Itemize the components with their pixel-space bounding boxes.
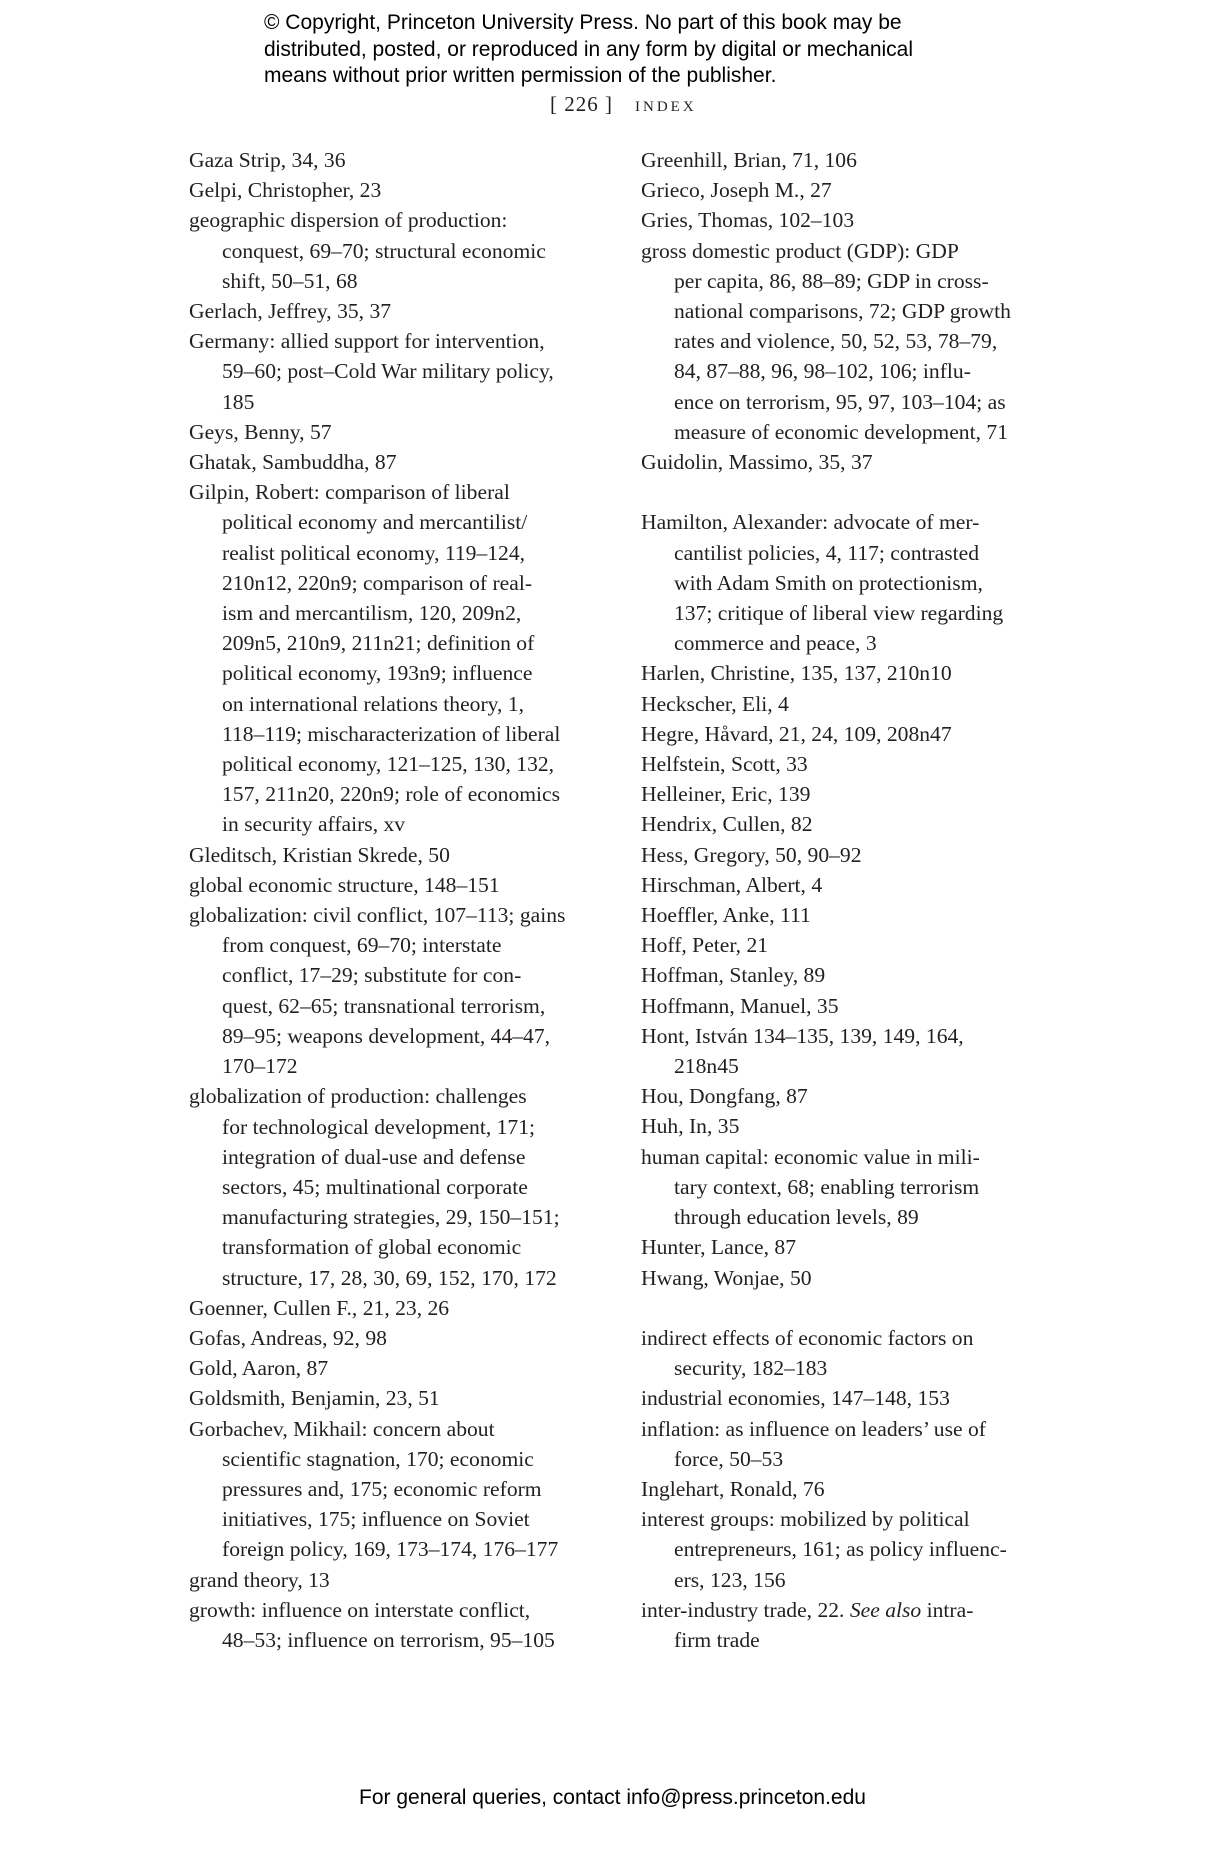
entry-continuation: transformation of global economic (222, 1235, 522, 1260)
entry-continuation: quest, 62–65; transnational terrorism, (222, 993, 546, 1018)
entry-continuation: conflict, 17–29; substitute for con- (222, 963, 522, 988)
index-entry (189, 1323, 599, 1353)
index-entry (641, 658, 1051, 688)
index-entry (189, 326, 599, 417)
index-entry (641, 1504, 1051, 1595)
index-entry (189, 447, 599, 477)
entry-continuation: 118–119; mischaracterization of liberal (222, 721, 561, 746)
entry-heading: industrial economies, 147–148, 153 (641, 1386, 950, 1411)
section-title: index (635, 92, 697, 116)
entry-continuation: national comparisons, 72; GDP growth (674, 299, 1011, 324)
index-entry (189, 296, 599, 326)
entry-continuation: force, 50–53 (674, 1446, 784, 1471)
entry-heading: geographic dispersion of production: (189, 208, 508, 233)
index-entry (189, 417, 599, 447)
index-entry (641, 1111, 1051, 1141)
entry-heading: Hamilton, Alexander: advocate of mer- (641, 510, 980, 535)
entry-heading: Gelpi, Christopher, 23 (189, 178, 382, 203)
entry-continuation: 210n12, 220n9; comparison of real- (222, 570, 533, 595)
entry-continuation: shift, 50–51, 68 (222, 268, 358, 293)
index-entry (641, 145, 1051, 175)
entry-heading: Inglehart, Ronald, 76 (641, 1476, 825, 1501)
index-entry (641, 960, 1051, 990)
entry-heading: Hwang, Wonjae, 50 (641, 1265, 812, 1290)
entry-continuation: 209n5, 210n9, 211n21; definition of (222, 631, 535, 656)
entry-continuation: for technological development, 171; (222, 1114, 536, 1139)
index-entry (641, 1021, 1051, 1081)
index-entry (189, 1081, 599, 1292)
entry-heading: Greenhill, Brian, 71, 106 (641, 148, 857, 172)
entry-continuation: initiatives, 175; influence on Soviet (222, 1507, 530, 1532)
entry-heading: Hoff, Peter, 21 (641, 933, 769, 958)
entry-continuation: in security affairs, xv (222, 812, 406, 837)
index-entry (641, 779, 1051, 809)
index-entry (641, 1263, 1051, 1293)
copyright-line: © Copyright, Princeton University Press. No part of this book may be (264, 11, 902, 34)
entry-heading: interest groups: mobilized by political (641, 1507, 970, 1532)
entry-heading: Gleditsch, Kristian Skrede, 50 (189, 842, 450, 867)
entry-continuation: security, 182–183 (674, 1356, 828, 1381)
entry-heading: growth: influence on interstate conflict, (189, 1597, 531, 1622)
index-entry (189, 840, 599, 870)
index-group-i (641, 1323, 1051, 1595)
entry-heading: globalization: civil conflict, 107–113; gains (189, 903, 566, 928)
index-entry (641, 1414, 1051, 1474)
entry-continuation: conquest, 69–70; structural economic (222, 238, 546, 263)
index-entry (641, 719, 1051, 749)
index-entry (189, 1353, 599, 1383)
page-number: [ 226 ] (550, 92, 613, 116)
index-entry (189, 477, 599, 839)
entry-heading: Helleiner, Eric, 139 (641, 782, 811, 807)
entry-heading: globalization of production: challenges (189, 1084, 527, 1109)
index-entry (641, 1142, 1051, 1233)
index-group-h (641, 507, 1051, 1292)
index-entry (189, 175, 599, 205)
entry-heading: gross domestic product (GDP): GDP (641, 238, 959, 263)
index-entry (641, 236, 1051, 447)
entry-continuation: from conquest, 69–70; interstate (222, 933, 502, 958)
entry-continuation: 48–53; influence on terrorism, 95–105 (222, 1627, 555, 1652)
entry-heading: Gerlach, Jeffrey, 35, 37 (189, 299, 392, 324)
entry-heading: Harlen, Christine, 135, 137, 210n10 (641, 661, 952, 686)
entry-heading: Hunter, Lance, 87 (641, 1235, 797, 1260)
index-entry (641, 870, 1051, 900)
entry-heading: Gofas, Andreas, 92, 98 (189, 1325, 387, 1350)
footer-contact: For general queries, contact info@press.princeton.edu (359, 1786, 866, 1809)
entry-heading: Geys, Benny, 57 (189, 419, 332, 444)
entry-heading: Hirschman, Albert, 4 (641, 872, 823, 897)
entry-text: intra- (921, 1597, 974, 1622)
index-entry (641, 809, 1051, 839)
entry-continuation: structure, 17, 28, 30, 69, 152, 170, 172 (222, 1265, 557, 1290)
entry-continuation: integration of dual-use and defense (222, 1144, 526, 1169)
index-entry (641, 205, 1051, 235)
index-entry (641, 1232, 1051, 1262)
entry-continuation: pressures and, 175; economic reform (222, 1476, 542, 1501)
entry-heading: Goldsmith, Benjamin, 23, 51 (189, 1386, 440, 1411)
index-entry (641, 447, 1051, 477)
entry-continuation: measure of economic development, 71 (674, 419, 1008, 444)
entry-continuation: firm trade (674, 1627, 760, 1652)
index-entry (189, 1383, 599, 1413)
copyright-line: means without prior written permission of the publisher. (264, 64, 777, 87)
index-entry (641, 840, 1051, 870)
index-entry (641, 507, 1051, 658)
copyright-line: distributed, posted, or reproduced in any form by digital or mechanical (264, 37, 914, 61)
index-column-left (189, 145, 599, 1655)
index-entry (641, 1081, 1051, 1111)
entry-continuation: entrepreneurs, 161; as policy influenc- (674, 1537, 1007, 1562)
entry-heading: Grieco, Joseph M., 27 (641, 178, 832, 203)
index-entry (189, 1595, 599, 1655)
entry-continuation: ence on terrorism, 95, 97, 103–104; as (674, 389, 1006, 414)
entry-continuation: 137; critique of liberal view regarding (674, 601, 1004, 626)
entry-continuation: 59–60; post–Cold War military policy, (222, 359, 554, 384)
entry-text: inter-industry trade, 22. (641, 1597, 850, 1622)
group-gap (641, 477, 1051, 507)
entry-heading: Huh, In, 35 (641, 1114, 740, 1139)
entry-heading: grand theory, 13 (189, 1567, 330, 1592)
entry-heading: Hoffmann, Manuel, 35 (641, 993, 839, 1018)
see-also: See also (849, 1597, 922, 1622)
index-entry (189, 145, 599, 175)
entry-continuation: 89–95; weapons development, 44–47, (222, 1023, 551, 1048)
entry-continuation: 157, 211n20, 220n9; role of economics (222, 782, 561, 807)
index-group-g (641, 145, 1051, 477)
entry-heading: Hoeffler, Anke, 111 (641, 903, 811, 928)
entry-continuation: political economy and mercantilist/ (222, 510, 528, 535)
entry-heading: Hont, István 134–135, 139, 149, 164, (641, 1023, 964, 1048)
entry-heading: Goenner, Cullen F., 21, 23, 26 (189, 1295, 450, 1320)
entry-heading: indirect effects of economic factors on (641, 1325, 974, 1350)
entry-heading: Gilpin, Robert: comparison of liberal (189, 480, 510, 505)
entry-continuation: cantilist policies, 4, 117; contrasted (674, 540, 980, 565)
entry-continuation: through education levels, 89 (674, 1205, 919, 1230)
entry-heading: Gaza Strip, 34, 36 (189, 148, 346, 172)
entry-continuation: with Adam Smith on protectionism, (674, 570, 983, 595)
entry-heading: inflation: as influence on leaders’ use of (641, 1416, 986, 1441)
index-entry (641, 175, 1051, 205)
entry-continuation: political economy, 193n9; influence (222, 661, 533, 686)
entry-heading: Hendrix, Cullen, 82 (641, 812, 813, 837)
entry-heading: Hoffman, Stanley, 89 (641, 963, 826, 988)
entry-heading: Heckscher, Eli, 4 (641, 691, 789, 716)
copyright-notice (264, 10, 1024, 90)
entry-continuation: 218n45 (674, 1054, 739, 1079)
entry-continuation: scientific stagnation, 170; economic (222, 1446, 534, 1471)
entry-continuation: sectors, 45; multinational corporate (222, 1174, 528, 1199)
entry-heading: Hou, Dongfang, 87 (641, 1084, 808, 1109)
index-entry (641, 991, 1051, 1021)
group-gap (641, 1293, 1051, 1323)
index-entry (641, 900, 1051, 930)
entry-continuation: on international relations theory, 1, (222, 691, 525, 716)
entry-continuation: realist political economy, 119–124, (222, 540, 526, 565)
entry-continuation: ism and mercantilism, 120, 209n2, (222, 601, 522, 626)
entry-heading: global economic structure, 148–151 (189, 872, 500, 897)
index-entry (641, 1595, 1051, 1655)
index-entry (189, 205, 599, 296)
index-entry (641, 749, 1051, 779)
entry-continuation: manufacturing strategies, 29, 150–151; (222, 1205, 560, 1230)
index-entry (189, 1293, 599, 1323)
index-entry (641, 689, 1051, 719)
running-head (550, 92, 697, 117)
entry-heading: Ghatak, Sambuddha, 87 (189, 450, 397, 475)
entry-continuation: commerce and peace, 3 (674, 631, 877, 656)
index-entry (189, 900, 599, 1081)
index-entry (641, 930, 1051, 960)
entry-continuation: rates and violence, 50, 52, 53, 78–79, (674, 329, 998, 354)
entry-heading: Germany: allied support for intervention, (189, 329, 545, 354)
entry-heading: Hess, Gregory, 50, 90–92 (641, 842, 862, 867)
entry-continuation: foreign policy, 169, 173–174, 176–177 (222, 1537, 559, 1562)
index-entry (641, 1474, 1051, 1504)
entry-heading: human capital: economic value in mili- (641, 1144, 980, 1169)
entry-continuation: 185 (222, 389, 255, 414)
entry-heading: Gries, Thomas, 102–103 (641, 208, 855, 233)
entry-continuation: ers, 123, 156 (674, 1567, 786, 1592)
entry-continuation: political economy, 121–125, 130, 132, (222, 752, 555, 777)
index-entry (641, 1383, 1051, 1413)
entry-continuation: 170–172 (222, 1054, 298, 1079)
entry-continuation: 84, 87–88, 96, 98–102, 106; influ- (674, 359, 971, 384)
entry-heading: Helfstein, Scott, 33 (641, 752, 808, 777)
entry-heading: Guidolin, Massimo, 35, 37 (641, 450, 873, 475)
entry-heading: Gold, Aaron, 87 (189, 1356, 329, 1381)
index-entry (641, 1323, 1051, 1383)
index-entry (189, 1414, 599, 1565)
index-column-right (641, 145, 1051, 1655)
entry-continuation: tary context, 68; enabling terrorism (674, 1174, 980, 1199)
index-entry (189, 870, 599, 900)
entry-heading: Hegre, Håvard, 21, 24, 109, 208n47 (641, 721, 952, 746)
entry-continuation: per capita, 86, 88–89; GDP in cross- (674, 268, 989, 293)
index-entry (189, 1565, 599, 1595)
entry-heading: Gorbachev, Mikhail: concern about (189, 1416, 495, 1441)
